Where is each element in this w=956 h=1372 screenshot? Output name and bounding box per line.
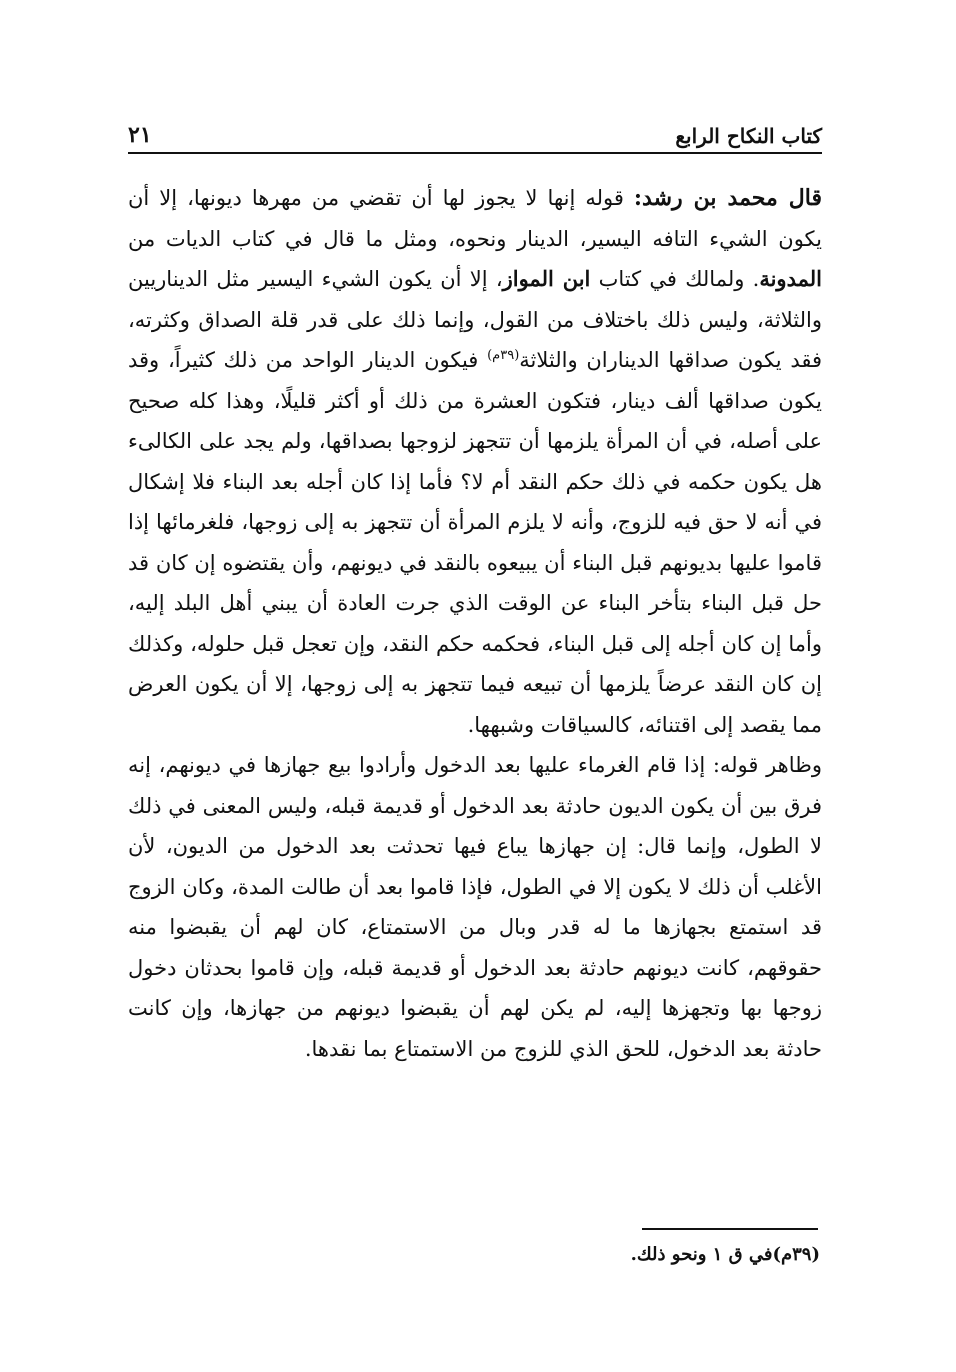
page-number: ٢١ bbox=[128, 122, 152, 148]
running-head bbox=[128, 108, 822, 154]
footnote-marker: (٣٩م) bbox=[487, 348, 520, 363]
book-title: كتاب النكاح الرابع bbox=[675, 124, 822, 148]
footnote: (٣٩م)في ق ١ ونحو ذلك. bbox=[630, 1244, 820, 1265]
paragraph-1 bbox=[128, 178, 822, 745]
paragraph-1-text-b: . ولمالك في كتاب bbox=[590, 267, 760, 291]
paragraph-2: وظاهر قوله: إذا قام الغرماء عليها بعد الدخول وأرادوا بيع جهازها في ديونهم، إنه فرق بين أن يكون الديون حادثة بعد الدخول أو قديمة قبله، وليس المعنى في ذلك لا الطول، وإنما قال: إن جهازها يباع فيها تحدثت بعد الدخول من الديون، لأن الأغلب أن ذلك لا يكون إلا في الطول، فإذا قاموا بعد أن طالت المدة، وكان الزوج قد استمتع بجهازها ما له قدر وبال من الاستمتاع، كان لهم أن يقبضوا منه حقوقهم، كانت ديونهم حادثة بعد الدخول أو قديمة قبله، وإن قاموا بحدثان دخول زوجها بها وتجهزها إليه، لم يكن لهم أن يقبضوا ديونهم من جهازها، وإن كانت حادثة بعد الدخول، للحق الذي للزوج من الاستمتاع بما نقدها. bbox=[128, 753, 822, 1061]
speaker-attribution: قال محمد بن رشد: bbox=[633, 185, 822, 211]
reference-ibn-al-mawwaz: ابن المواز bbox=[502, 266, 591, 291]
paragraph-1-text-a: قوله إنها لا يجوز لها أن تقضي من مهرها ديونها، إلا أن يكون الشيء التافه اليسير، الدينار ونحوه، ومثل ما قال في كتاب الديات من bbox=[128, 186, 822, 251]
reference-mudawwana: المدونة bbox=[759, 266, 822, 291]
main-text bbox=[128, 178, 822, 1069]
footnote-divider bbox=[642, 1228, 818, 1230]
paragraph-1-text-d: فيكون الدينار الواحد من ذلك كثيراً، وقد يكون صداقها ألف دينار، فتكون العشرة من ذلك أو أكثر قليلًا، وهذا كله صحيح على أصله، في أن المرأة يلزمها أن تتجهز لزوجها بصداقها، ولم يجد على الكالىء هل يكون حكمه في ذلك حكم النقد أم لا؟ فأما إذا كان أجله بعد البناء فلا إشكال في أنه لا حق فيه للزوج، وأنه لا يلزم المرأة أن تتجهز به إلى زوجها، فلغرمائها إذا قاموا عليها بديونهم قبل البناء أن يبيعوه بالنقد في ديونهم، وأن يقتضوه إن كان قد حل قبل البناء بتأخر البناء عن الوقت الذي جرت العادة أن يبني أهل البلد إليه، وأما إن كان أجله إلى قبل البناء، فحكمه حكم النقد، وإن تعجل قبل حلوله، وكذلك إن كان النقد عرضاً يلزمها أن تبيعه فيما تتجهز به إلى زوجها، إلا أن يكون العرض مما يقصد إلى اقتنائه، كالسياقات وشبهها. bbox=[128, 348, 822, 737]
paragraph-1-text-c: ، إلا أن يكون الشيء اليسير مثل الديناريين والثلاثة، وليس ذلك باختلاف من القول، وإنما ذلك على قدر قلة الصداق وكثرته، فقد يكون صداقها الديناران والثلاثة bbox=[128, 267, 823, 372]
